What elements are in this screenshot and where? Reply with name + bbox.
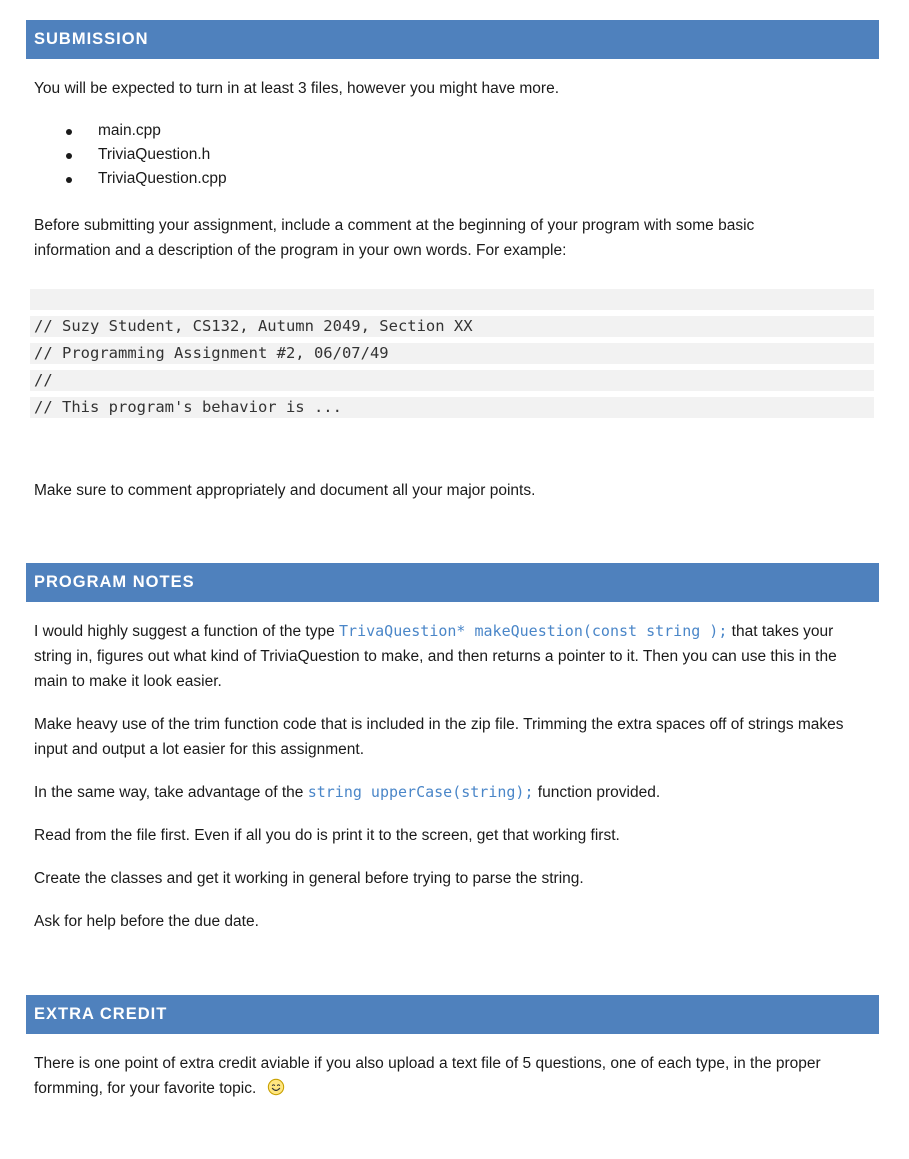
list-item: TriviaQuestion.cpp	[34, 167, 227, 191]
program-notes-paragraph-6: Ask for help before the due date.	[34, 913, 259, 930]
list-item: TriviaQuestion.h	[34, 143, 227, 167]
text-segment: that takes your string in, figures out what kind of TriviaQuestion to make, and then returns a pointer to it. Then you can use this in the main to make it look easier.	[34, 623, 837, 690]
submission-intro: You will be expected to turn in at least 3 files, however you might have more.	[34, 80, 559, 97]
program-notes-paragraph-1	[34, 619, 869, 694]
text-segment: function provided.	[533, 784, 661, 801]
text-segment: There is one point of extra credit aviable if you also upload a text file of 5 questions, one of each type, in the proper formming, for your favorite topic.	[34, 1055, 821, 1097]
code-line: // Suzy Student, CS132, Autumn 2049, Section XX	[30, 316, 874, 337]
submission-header: SUBMISSION	[26, 20, 879, 59]
inline-code: TrivaQuestion* makeQuestion(const string );	[339, 622, 728, 640]
submission-instructions: Before submitting your assignment, include a comment at the beginning of your program with some basic information and a description of the program in your own words. For example:	[34, 217, 755, 259]
text-segment: I would highly suggest a function of the type	[34, 623, 340, 640]
file-list	[34, 119, 227, 191]
submission-closing: Make sure to comment appropriately and document all your major points.	[34, 482, 536, 499]
extra-credit-header: EXTRA CREDIT	[26, 995, 879, 1034]
code-line: //	[30, 370, 874, 391]
program-notes-header: PROGRAM NOTES	[26, 563, 879, 602]
program-notes-paragraph-2: Make heavy use of the trim function code that is included in the zip file. Trimming the extra spaces off of strings makes input and output a lot easier for this assignment.	[34, 716, 844, 758]
list-item: main.cpp	[34, 119, 227, 143]
program-notes-paragraph-4: Read from the file first. Even if all you do is print it to the screen, get that working first.	[34, 827, 620, 844]
program-notes-paragraph-3	[34, 780, 874, 805]
example-code-block	[30, 289, 874, 424]
code-line	[30, 289, 874, 310]
smiley-face-icon	[267, 1078, 285, 1096]
extra-credit-text	[34, 1051, 834, 1101]
inline-code: string upperCase(string);	[307, 783, 534, 801]
code-line: // Programming Assignment #2, 06/07/49	[30, 343, 874, 364]
code-line: // This program's behavior is ...	[30, 397, 874, 418]
text-segment: In the same way, take advantage of the	[34, 784, 308, 801]
program-notes-paragraph-5: Create the classes and get it working in general before trying to parse the string.	[34, 870, 584, 887]
